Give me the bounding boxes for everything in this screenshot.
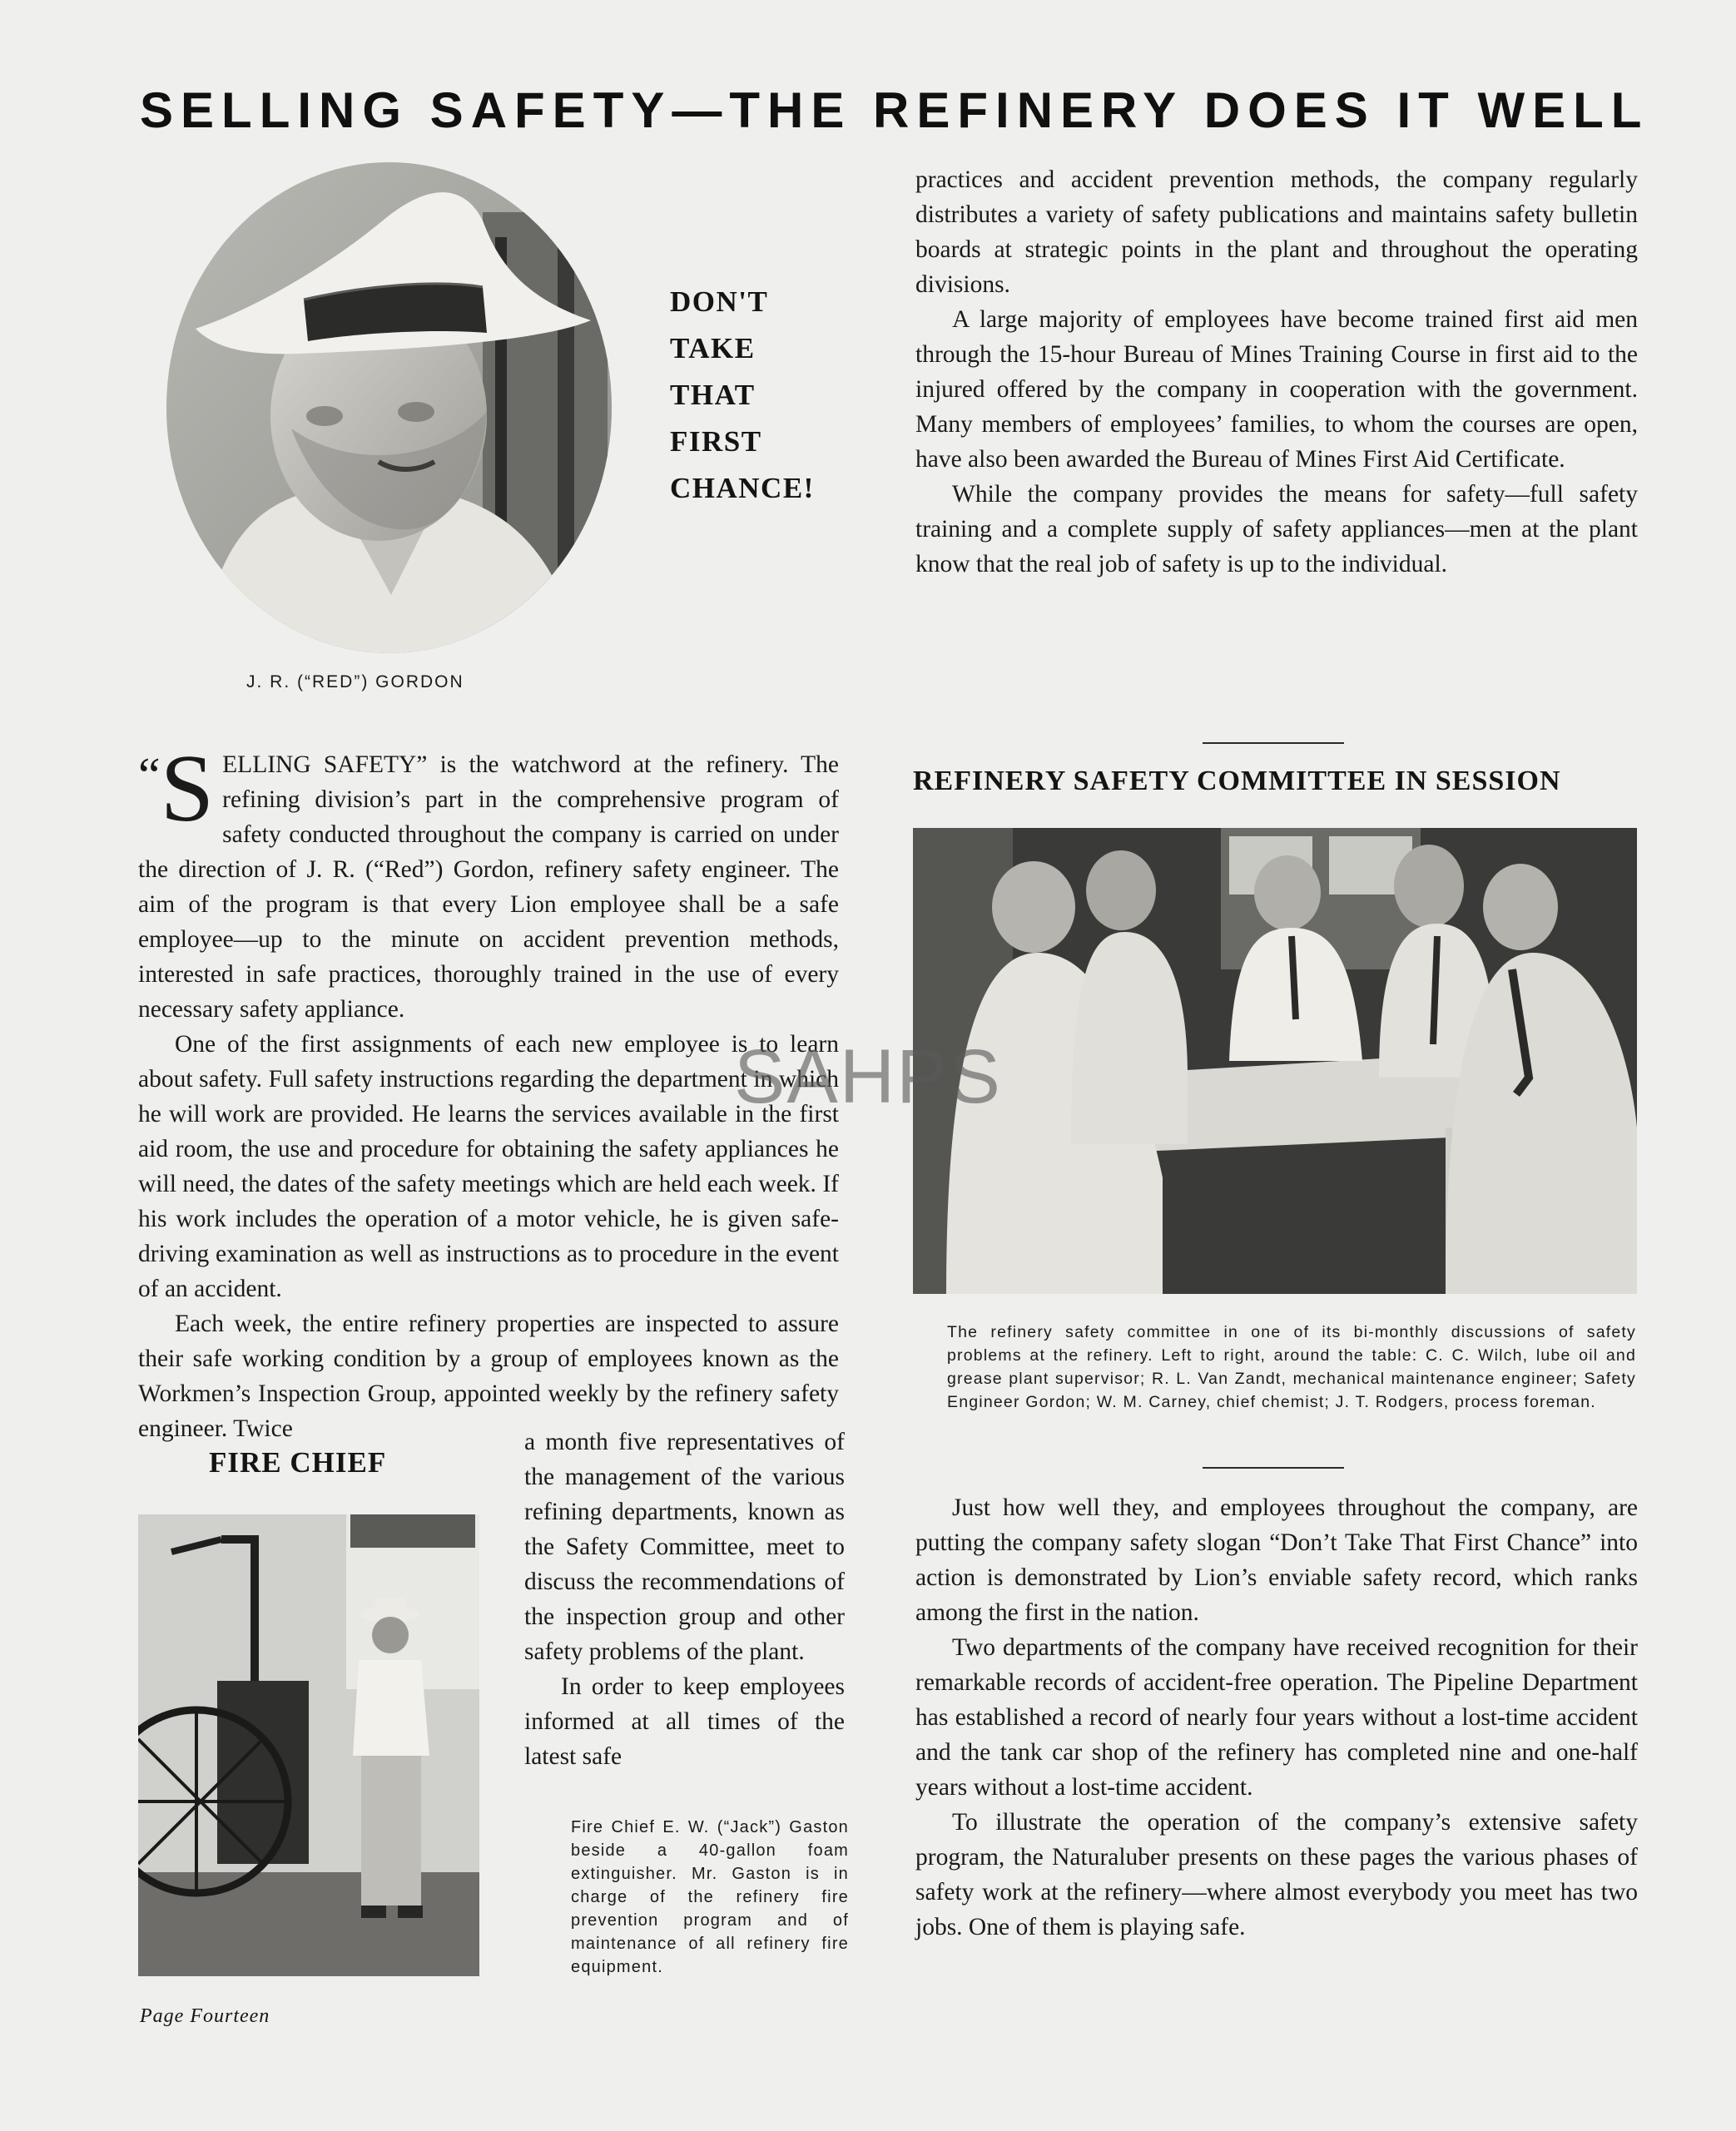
- article-paragraph: Two departments of the company have received recognition for their remarkable records of accident-free operation. The Pipeline Department has established a record of nearly four years without a lost-time accident and the tank car shop of the refinery has completed nine and one-half years without a lost-time accident.: [915, 1634, 1638, 1801]
- article-paragraph: Each week, the entire refinery properties are inspected to assure their safe working condition by a group of employees known as the Workmen’s Inspection Group, appointed weekly by the refinery safety engineer. Twice: [138, 1311, 839, 1442]
- portrait-illustration: [166, 162, 612, 653]
- article-paragraph: While the company provides the means for safety—full safety training and a complete supply of safety appliances—men at the plant know that the real job of safety is up to the individual.: [915, 481, 1638, 577]
- page-number: Page Fourteen: [140, 2005, 270, 2027]
- article-paragraph: A large majority of employees have become trained first aid men through the 15-hour Bureau of Mines Training Course in first aid to the injured offered by the company in cooperation with the government. Many members of employees’ families, to whom the courses are open, have also been awarded the Bureau of Mines First Aid Certificate.: [915, 306, 1638, 473]
- committee-heading: REFINERY SAFETY COMMITTEE IN SESSION: [913, 766, 1561, 796]
- section-divider: [1203, 742, 1344, 744]
- slogan-block: [670, 279, 845, 512]
- committee-caption: The refinery safety committee in one of its bi-monthly discussions of safety problems at the refinery. Left to right, around the table: C. C. Wilch, lube oil and grease plant supervisor; R. L. Van Zandt, mechanical maintenance engineer; Safety Engineer Gordon; W. M. Carney, chief chemist; J. T. Rodgers, process foreman.: [947, 1323, 1636, 1411]
- committee-illustration: [913, 828, 1637, 1294]
- article-paragraph: a month five representatives of the management of the various refining departments, known as the Safety Committee, meet to discuss the recommendations of the inspection group and other safety problems of the plant.: [524, 1429, 845, 1665]
- section-divider: [1203, 1467, 1344, 1469]
- article-paragraph: practices and accident prevention methods, the company regularly distributes a variety of safety publications and maintains safety bulletin boards at strategic points in the plant and throughout the operating divisions.: [915, 166, 1638, 298]
- article-paragraph: In order to keep employees informed at all times of the latest safe: [524, 1673, 845, 1770]
- article-paragraph: Just how well they, and employees throughout the company, are putting the company safety slogan “Don’t Take That First Chance” into action is demonstrated by Lion’s enviable safety record, which ranks among the first in the nation.: [915, 1494, 1638, 1626]
- article-paragraph: One of the first assignments of each new employee is to learn about safety. Full safety instructions regarding the department in which he will work are provided. He learns the services available in the first aid room, the use and procedure for obtaining the safety appliances he will need, the dates of the safety meetings which are held each week. If his work includes the operation of a motor vehicle, he is given safe-driving examination as well as instructions as to procedure in the event of an accident.: [138, 1031, 839, 1302]
- slogan-line: FIRST: [670, 425, 762, 458]
- fire-chief-caption: Fire Chief E. W. (“Jack”) Gaston beside a 40-gallon foam extinguisher. Mr. Gaston is in charge of the refinery fire prevention program and of maintenance of all refinery fire equipment.: [571, 1818, 849, 1976]
- portrait-caption: J. R. (“RED”) GORDON: [246, 672, 464, 691]
- slogan-line: THAT: [670, 379, 756, 411]
- slogan-line: DON'T: [670, 285, 769, 318]
- right-article-text-bottom: [915, 1490, 1638, 1945]
- fire-chief-heading: FIRE CHIEF: [209, 1446, 387, 1479]
- article-paragraph: To illustrate the operation of the company’s extensive safety program, the Naturaluber presents on these pages the various phases of safety work at the refinery—where almost everybody you meet has two jobs. One of them is playing safe.: [915, 1809, 1638, 1940]
- fire-chief-illustration: [138, 1514, 479, 1976]
- fire-chief-photo: [138, 1514, 479, 1976]
- portrait-photo-gordon: [166, 162, 612, 653]
- slogan-line: TAKE: [670, 332, 756, 364]
- watermark: SAHPS: [734, 1034, 1002, 1119]
- page-headline: SELLING SAFETY—THE REFINERY DOES IT WELL: [140, 82, 1649, 138]
- left-article-text-narrow: [524, 1425, 845, 1774]
- slogan-line: CHANCE!: [670, 472, 815, 504]
- committee-photo: [913, 828, 1637, 1294]
- right-article-text-top: [915, 162, 1638, 582]
- drop-cap: “S: [138, 736, 215, 842]
- article-paragraph: “S ELLING SAFETY” is the watchword at the refinery. The refining division’s part in the comprehensive program of safety conducted throughout the company is carried on under the direction of J. R. (“Red”) Gordon, refinery safety engineer. The aim of the program is that every Lion employee shall be a safe employee—up to the minute on accident prevention methods, interested in safe practices, thoroughly trained in the use of every necessary safety appliance.: [138, 736, 839, 1023]
